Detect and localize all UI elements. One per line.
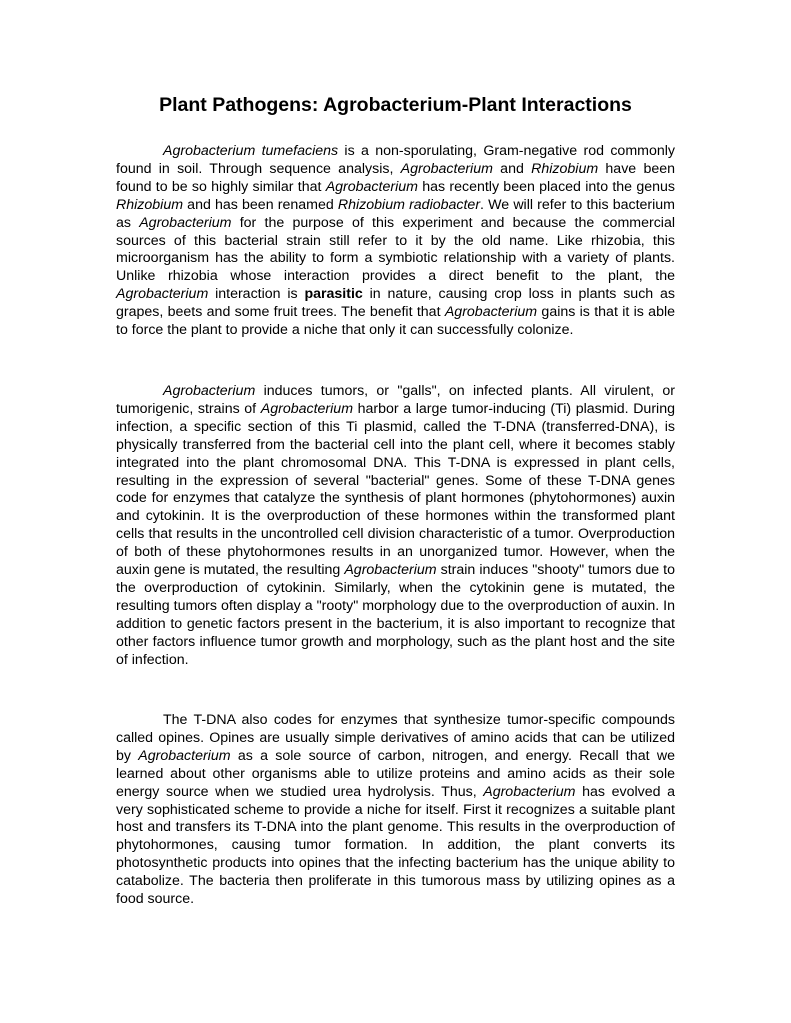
text-run: is a non-sporulating, Gram-negative rod commonly found in soil. Through sequence analysis, — [116, 143, 675, 177]
italic-term: Agrobacterium — [344, 562, 437, 579]
italic-term: Agrobacterium — [116, 286, 209, 303]
italic-term: Agrobacterium — [138, 747, 231, 764]
italic-term: Rhizobium radiobacter — [337, 196, 481, 213]
paragraph-opines — [116, 712, 675, 909]
text-run: gains is that it is able to force the plant to provide a niche that only it can successfully colonize. — [116, 304, 675, 339]
bold-term: parasitic — [304, 286, 363, 303]
text-run: for the purpose of this experiment and because the commercial sources of this bacterial strain still refer to it by the old name. Like rhizobia, this microorganism has the ability to form a symbiotic relationship with a variety of plants. Unlike rhizobia whose interaction provides a direct benefit to the plant, the — [116, 214, 675, 285]
italic-term: Agrobacterium — [139, 214, 232, 231]
text-run: The T-DNA also codes for enzymes that synthesize tumor-specific compounds called opines. Opines are usually simple derivatives of amino acids that can be utilized by — [116, 712, 675, 764]
text-run: strain induces "shooty" tumors due to the overproduction of cytokinin. Similarly, when the cytokinin gene is mutated, the resulting tumors often display a "rooty" morphology due to the overproduction of auxin. In addition to genetic factors present in the bacterium, it is also important to recognize that other factors influence tumor growth and morphology, such as the plant host and the site of infection. — [116, 562, 675, 668]
text-run: in nature, causing crop loss in plants such as grapes, beets and some fruit trees. The benefit that — [116, 286, 675, 321]
text-run: has evolved a very sophisticated scheme to provide a niche for itself. First it recognizes a suitable plant host and transfers its T-DNA into the plant genome. This results in the overproduction of phytohormones, causing tumor formation. In addition, the plant converts its photosynthetic products into opines that the infecting bacterium has the unique ability to catabolize. The bacteria then proliferate in this tumorous mass by utilizing opines as a food source. — [116, 783, 675, 908]
paragraph-tumors — [116, 383, 675, 670]
text-run: as a sole source of carbon, nitrogen, and energy. Recall that we learned about other organisms able to utilize proteins and amino acids as their sole energy source when we studied urea hydrolysis. Thus, — [116, 747, 675, 800]
paragraph-intro — [116, 143, 675, 340]
italic-term: Agrobacterium tumefaciens — [163, 143, 339, 159]
text-run: and has been renamed — [183, 196, 338, 213]
italic-term: Agrobacterium — [400, 160, 493, 177]
text-run: harbor a large tumor-inducing (Ti) plasmid. During infection, a specific section of this Ti plasmid, called the T-DNA (transferred-DNA), is physically transferred from the bacterial cell into the plant cell, where it becomes stably integrated into the plant chromosomal DNA. This T-DNA is expressed in plant cells, resulting in the expression of several "bacterial" genes. Some of these T-DNA genes code for enzymes that catalyze the synthesis of plant hormones (phytohormones) auxin and cytokinin. It is the overproduction of these hormones within the transformed plant cells that results in the uncontrolled cell division characteristic of a tumor. Overproduction of both of these phytohormones results in an unorganized tumor. However, when the auxin gene is mutated, the resulting — [116, 400, 675, 579]
italic-term: Agrobacterium — [260, 400, 354, 417]
italic-term: Agrobacterium — [483, 783, 576, 800]
italic-term: Rhizobium — [531, 160, 599, 177]
text-run: have been found to be so highly similar that — [116, 160, 676, 195]
italic-term: Agrobacterium — [444, 304, 538, 321]
text-run: has recently been placed into the genus — [417, 178, 675, 195]
italic-term: Rhizobium — [116, 196, 184, 213]
text-run: and — [492, 160, 532, 177]
text-run: induces tumors, or "galls", on infected plants. All virulent, or tumorigenic, strains of — [116, 383, 675, 417]
text-run: interaction is — [208, 286, 305, 303]
page-title: Plant Pathogens: Agrobacterium-Plant Interactions — [159, 94, 632, 116]
italic-term: Agrobacterium — [325, 178, 418, 195]
italic-term: Agrobacterium — [163, 383, 256, 399]
text-run: . We will refer to this bacterium as — [116, 196, 675, 231]
